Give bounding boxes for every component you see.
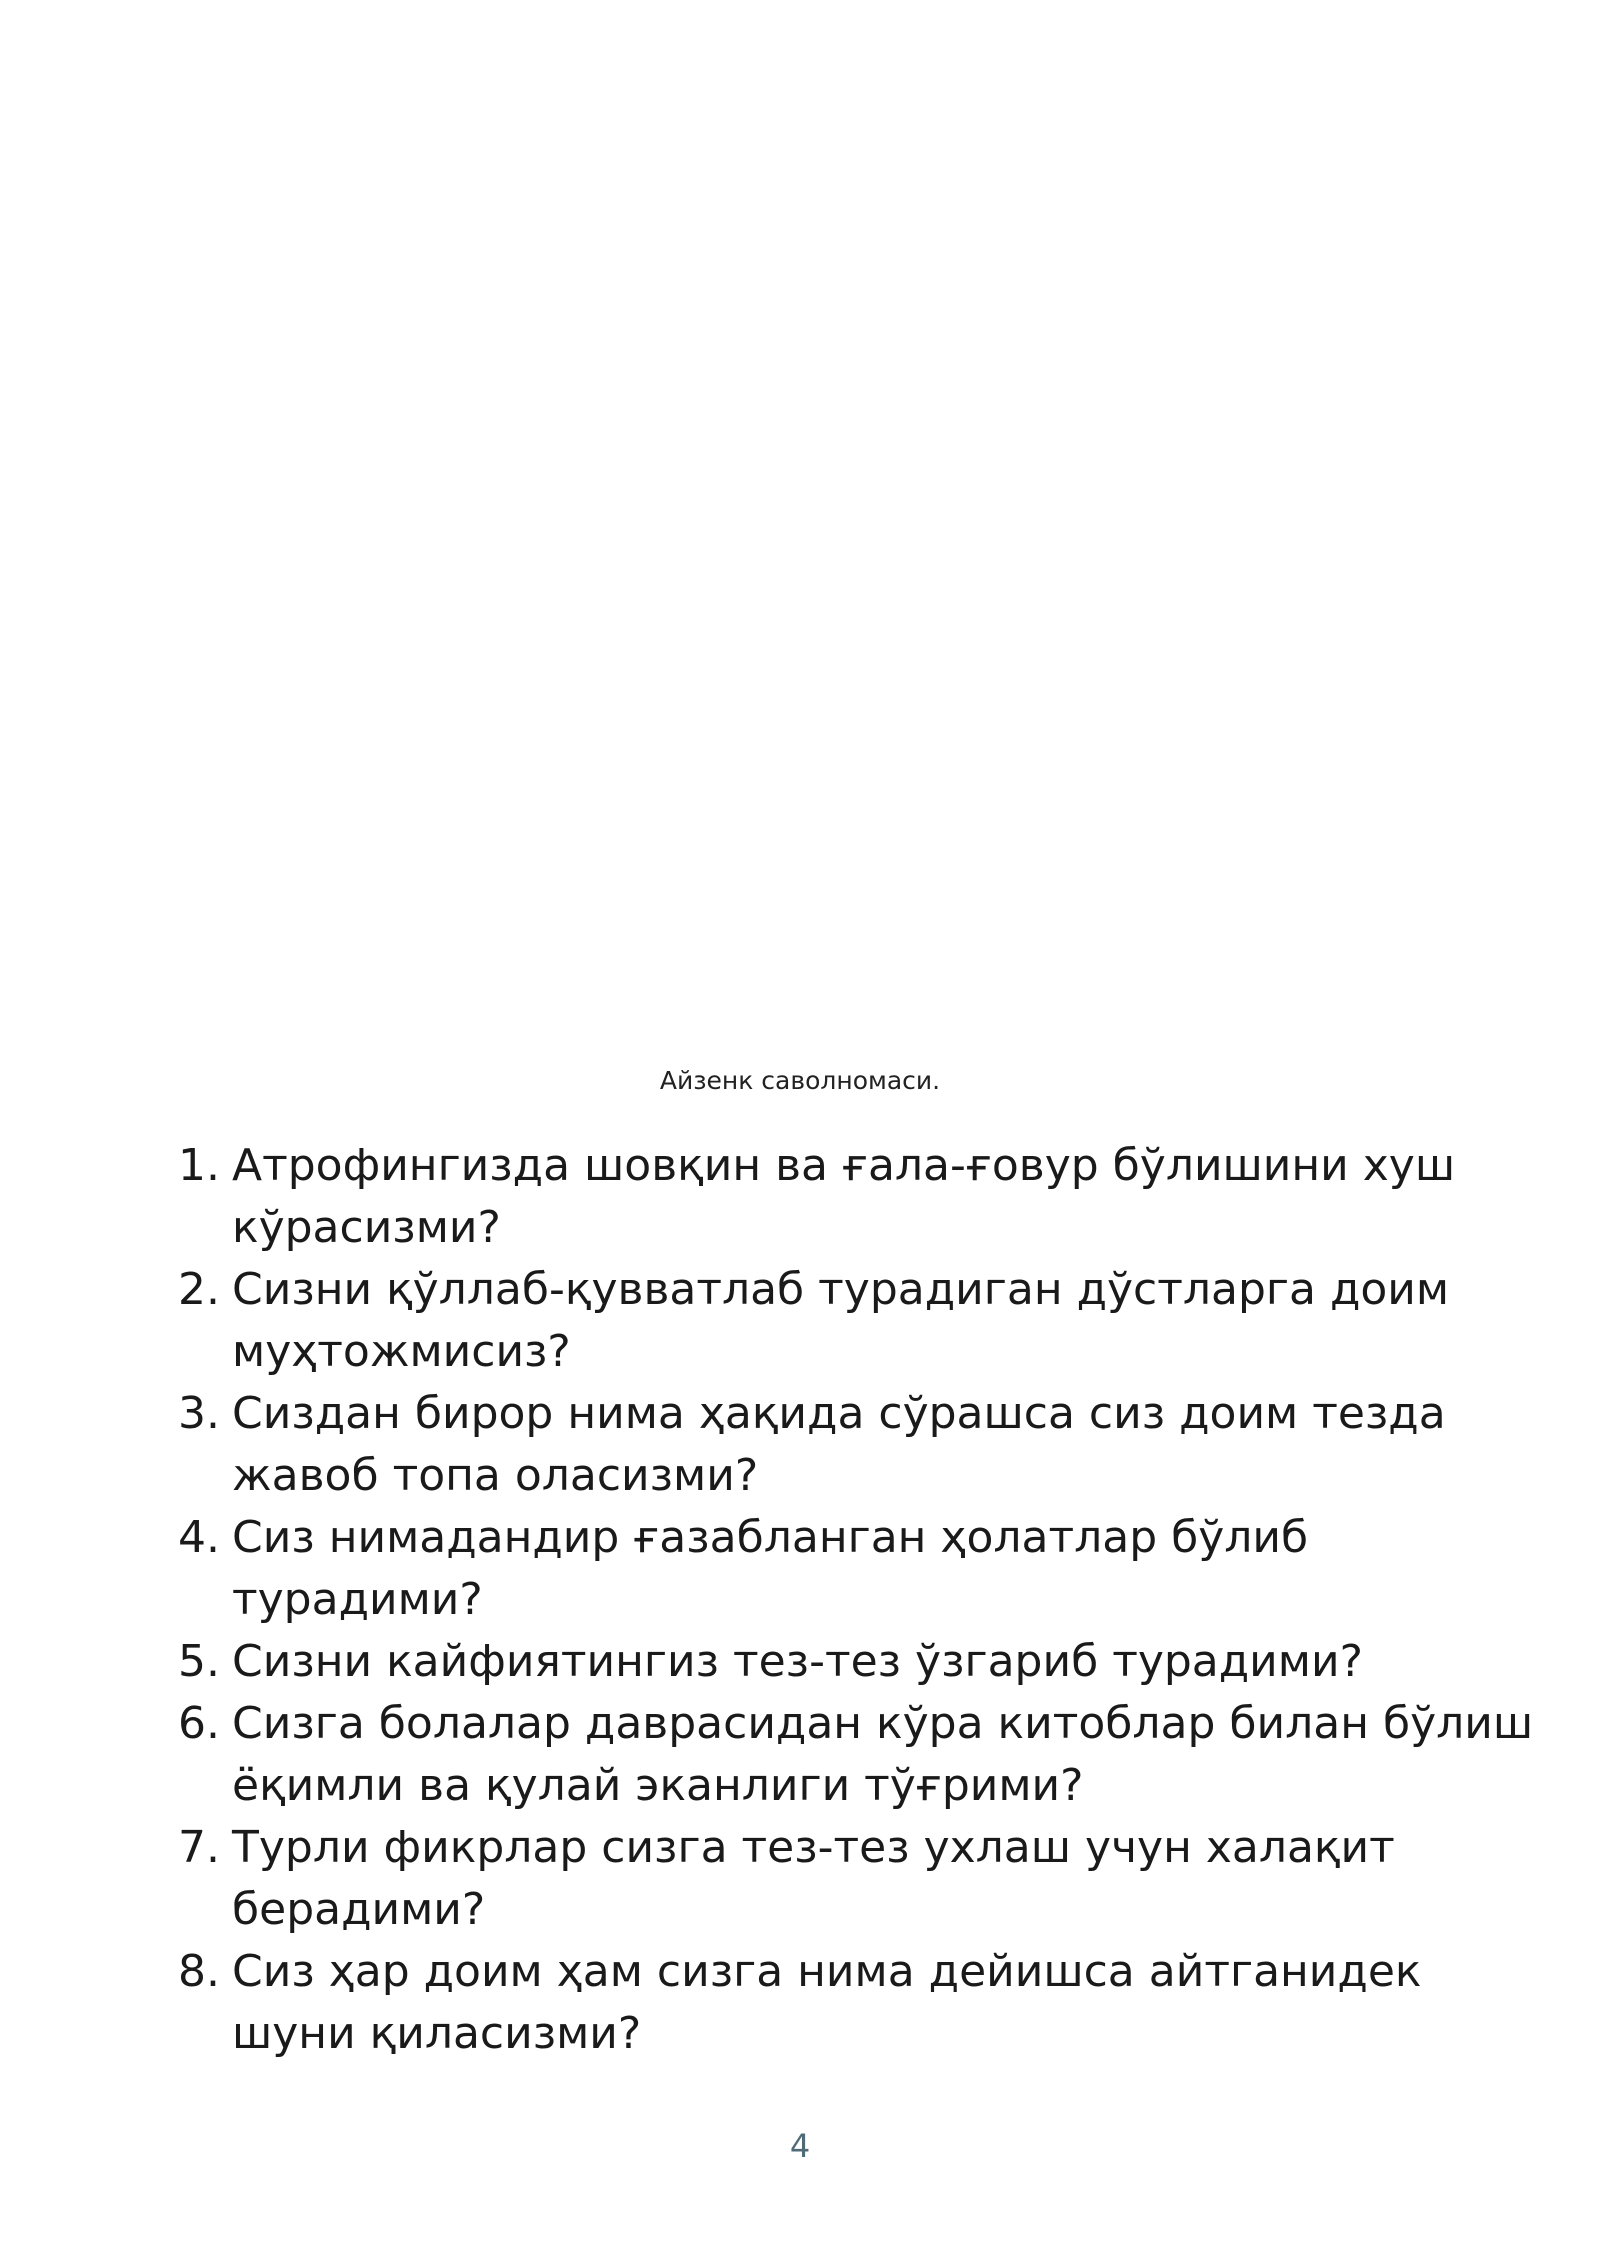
document-title: Айзенк саволномаси. [659, 1066, 941, 1095]
question-text: Сиздан бирор нима ҳақида сўрашса сиз доим тезда жавоб топа оласизми? [232, 1388, 1446, 1501]
question-item [178, 1817, 1538, 1941]
question-number: 3. [178, 1388, 220, 1439]
question-number: 8. [178, 1946, 220, 1997]
question-item [178, 1631, 1538, 1693]
question-number: 7. [178, 1822, 220, 1873]
question-number: 4. [178, 1512, 220, 1563]
question-list [178, 1135, 1538, 2065]
question-number: 2. [178, 1264, 220, 1315]
question-number: 1. [178, 1140, 220, 1191]
question-number: 5. [178, 1636, 220, 1687]
question-item [178, 1507, 1538, 1631]
question-text: Сиз ҳар доим ҳам сизга нима дейишса айтганидек шуни қиласизми? [232, 1946, 1422, 2059]
question-item [178, 1259, 1538, 1383]
question-text: Сизни кайфиятингиз тез-тез ўзгариб турадими? [232, 1636, 1363, 1687]
question-text: Сизга болалар даврасидан кўра китоблар билан бўлиш ёқимли ва қулай эканлиги тўғрими? [232, 1698, 1534, 1811]
question-item [178, 1941, 1538, 2065]
question-number: 6. [178, 1698, 220, 1749]
question-item [178, 1693, 1538, 1817]
question-item [178, 1383, 1538, 1507]
question-item [178, 1135, 1538, 1259]
question-text: Атрофингизда шовқин ва ғала-ғовур бўлишини хуш кўрасизми? [232, 1140, 1456, 1253]
question-text: Сизни қўллаб-қувватлаб турадиган дўстларга доим муҳтожмисиз? [232, 1264, 1450, 1377]
question-text: Турли фикрлар сизга тез-тез ухлаш учун халақит берадими? [232, 1822, 1395, 1935]
question-text: Сиз нимадандир ғазабланган ҳолатлар бўлиб турадими? [232, 1512, 1309, 1625]
page-number: 4 [789, 2127, 811, 2165]
